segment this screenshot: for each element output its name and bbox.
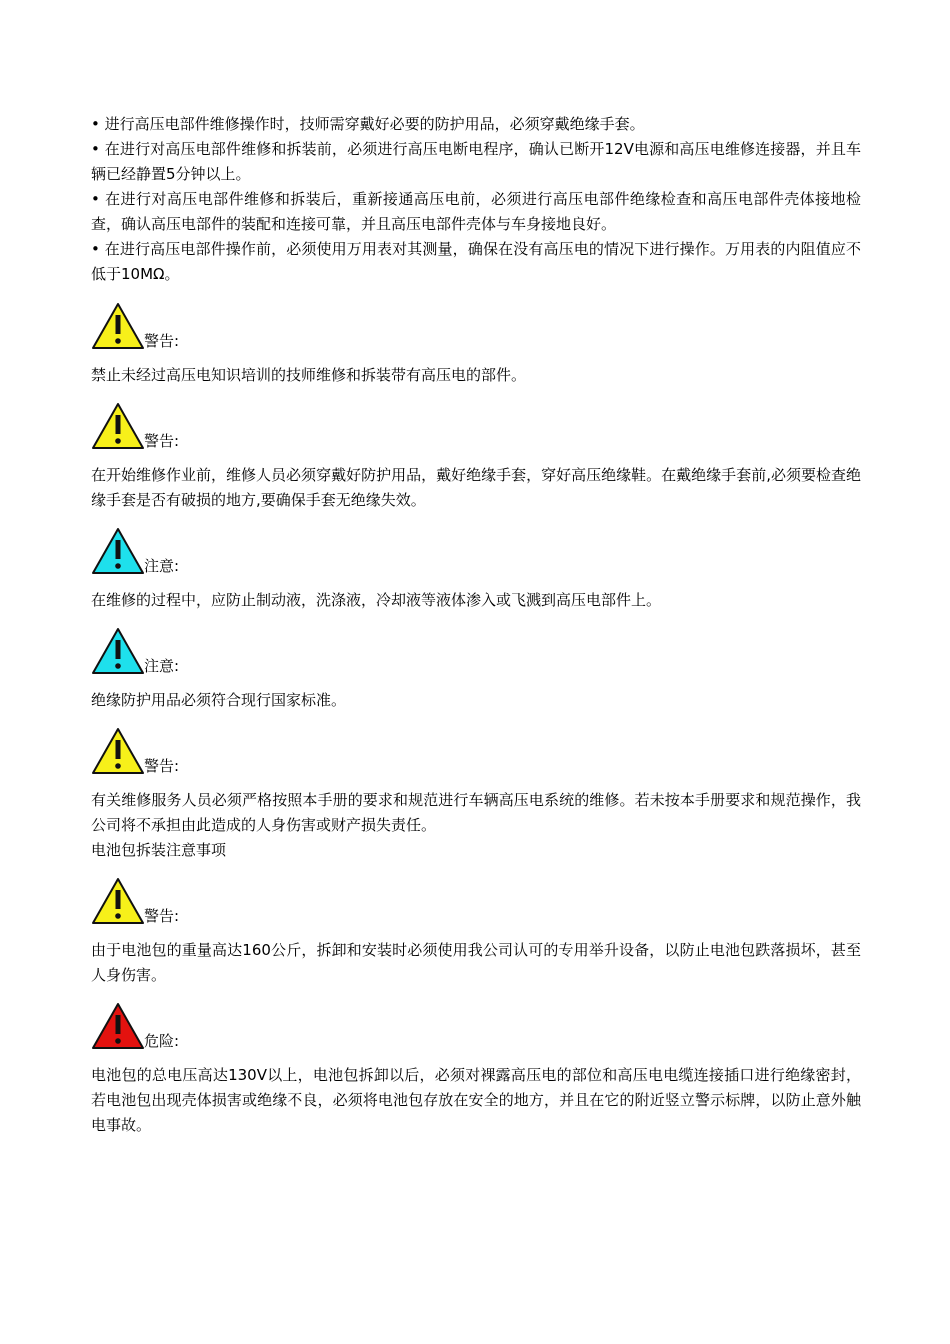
bullet-list [91, 112, 861, 287]
notice-caution [91, 627, 861, 713]
notice-label: 警告: [144, 907, 180, 925]
notice-header [91, 402, 861, 450]
document-page [91, 112, 861, 1138]
bullet-item: • 在进行高压电部件操作前，必须使用万用表对其测量，确保在没有高压电的情况下进行操作。万用表的内阻值应不低于10MΩ。 [91, 240, 861, 283]
notice-label: 警告: [144, 332, 180, 350]
notice-label: 警告: [144, 757, 180, 775]
notice-text: 有关维修服务人员必须严格按照本手册的要求和规范进行车辆高压电系统的维修。若未按本手册要求和规范操作，我公司将不承担由此造成的人身伤害或财产损失责任。 [91, 791, 861, 834]
notice-label: 注意: [144, 557, 180, 575]
danger-triangle-icon [91, 1002, 145, 1050]
notice-warning [91, 727, 861, 838]
notice-danger [91, 1002, 861, 1138]
bullet-item: • 在进行对高压电部件维修和拆装前，必须进行高压电断电程序，确认已断开12V电源和高压电维修连接器，并且车辆已经静置5分钟以上。 [91, 140, 861, 183]
notice-text: 电池包的总电压高达130V以上，电池包拆卸以后，必须对裸露高压电的部位和高压电电缆连接插口进行绝缘密封，若电池包出现壳体损害或绝缘不良，必须将电池包存放在安全的地方，并且在它的附近竖立警示标牌，以防止意外触电事故。 [91, 1066, 861, 1134]
notice-header [91, 302, 861, 350]
caution-triangle-icon [91, 627, 145, 675]
caution-triangle-icon [91, 527, 145, 575]
notice-text: 在开始维修作业前，维修人员必须穿戴好防护用品，戴好绝缘手套，穿好高压绝缘鞋。在戴绝缘手套前,必须要检查绝缘手套是否有破损的地方,要确保手套无绝缘失效。 [91, 466, 861, 509]
warning-triangle-icon [91, 302, 145, 350]
notice-text: 在维修的过程中，应防止制动液，洗涤液，冷却液等液体渗入或飞溅到高压电部件上。 [91, 591, 662, 609]
notice-text: 禁止未经过高压电知识培训的技师维修和拆装带有高压电的部件。 [91, 366, 527, 384]
notice-header [91, 727, 861, 775]
notice-text: 绝缘防护用品必须符合现行国家标准。 [91, 691, 347, 709]
notice-caution [91, 527, 861, 613]
notice-warning [91, 402, 861, 513]
notice-header [91, 527, 861, 575]
notice-text: 由于电池包的重量高达160公斤，拆卸和安装时必须使用我公司认可的专用举升设备，以防止电池包跌落损坏，甚至人身伤害。 [91, 941, 861, 984]
notice-header [91, 627, 861, 675]
notice-label: 警告: [144, 432, 180, 450]
notice-warning [91, 302, 861, 388]
notice-label: 危险: [144, 1032, 180, 1050]
notice-label: 注意: [144, 657, 180, 675]
warning-triangle-icon [91, 402, 145, 450]
bullet-item: • 在进行对高压电部件维修和拆装后，重新接通高压电前，必须进行高压电部件绝缘检查和高压电部件壳体接地检查，确认高压电部件的装配和连接可靠，并且高压电部件壳体与车身接地良好。 [91, 190, 861, 233]
notice-warning [91, 877, 861, 988]
notice-header [91, 1002, 861, 1050]
warning-triangle-icon [91, 877, 145, 925]
warning-triangle-icon [91, 727, 145, 775]
section-heading: 电池包拆装注意事项 [91, 841, 227, 859]
notice-header [91, 877, 861, 925]
bullet-item: • 进行高压电部件维修操作时，技师需穿戴好必要的防护用品，必须穿戴绝缘手套。 [91, 115, 645, 133]
